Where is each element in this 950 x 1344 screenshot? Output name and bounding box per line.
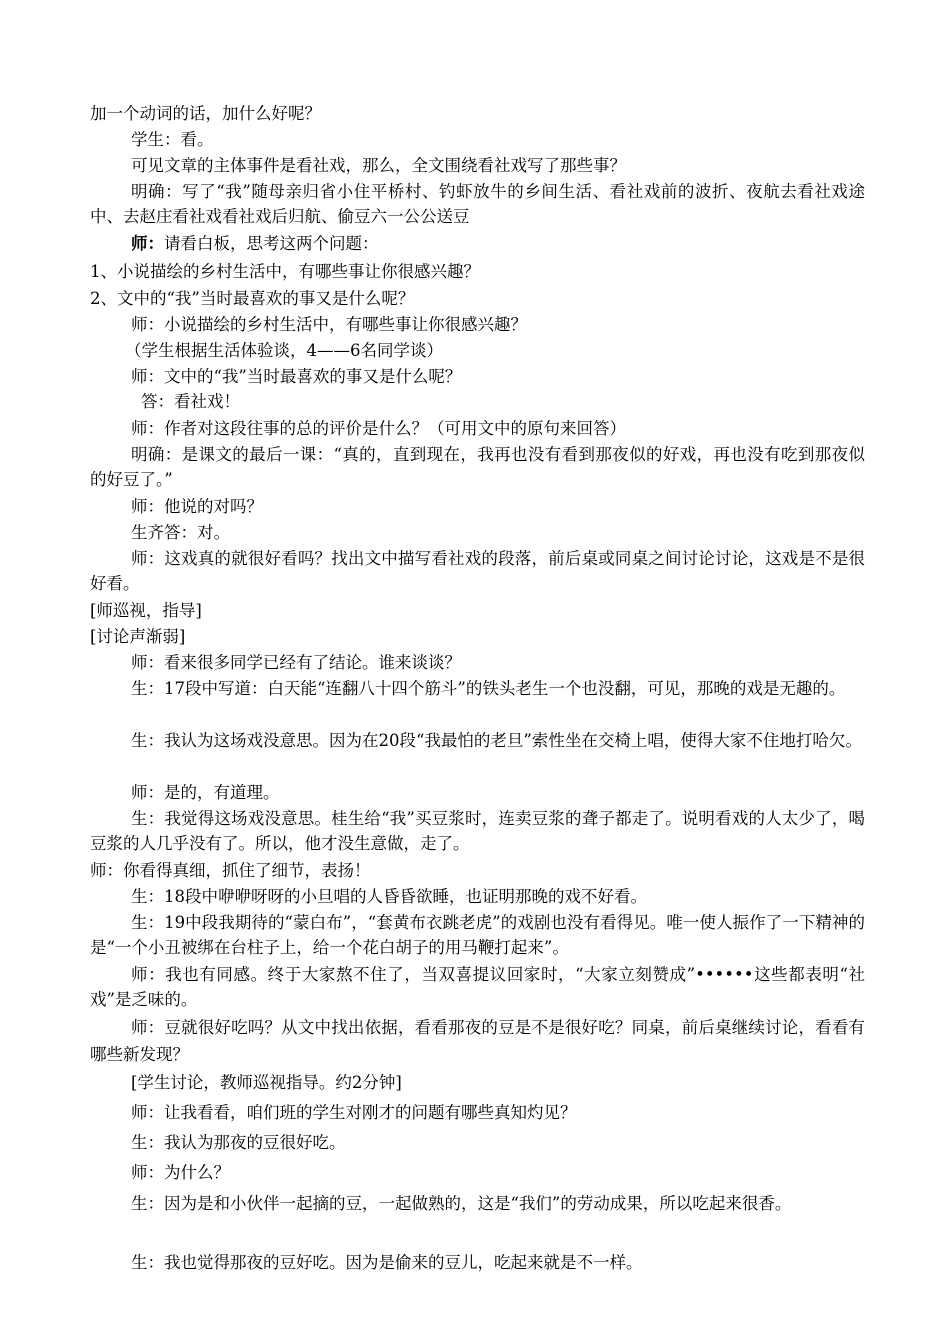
text-line: 师：文中的“我”当时最喜欢的事又是什么呢？ [131, 367, 462, 386]
text-line: 生：18段中咿咿呀呀的小旦唱的人昏昏欲睡，也证明那晚的戏不好看。 [131, 887, 647, 906]
text-line: 可见文章的主体事件是看社戏，那么，全文围绕看社戏写了那些事？ [131, 156, 626, 175]
text-paragraph: 师：豆就很好吃吗？从文中找出依据，看看那夜的豆是不是很好吃？同桌，前后桌继续讨论，看看有哪些新发现？ [90, 1018, 865, 1064]
text-line: 加一个动词的话，加什么好呢？ [90, 104, 321, 123]
text-paragraph: 生：我认为这场戏没意思。因为在20段“我最怕的老旦”索性坐在交椅上唱，使得大家不住地打哈欠。 [131, 731, 862, 750]
text-paragraph: 生：19中段我期待的“蒙白布”，“套黄布衣跳老虎”的戏剧也没有看得见。唯一使人振作了一下精神的是“一个小丑被绑在台柱子上，给一个花白胡子的用马鞭打起来”。 [90, 913, 865, 957]
text-line: （学生根据生活体验谈，4——6名同学谈） [125, 341, 443, 360]
text-paragraph: 生：因为是和小伙伴一起摘的豆，一起做熟的，这是“我们”的劳动成果，所以吃起来很香。 [131, 1194, 792, 1213]
text-line: 学生：看。 [131, 130, 214, 149]
text-paragraph: 生：我觉得这场戏没意思。桂生给“我”买豆浆时，连卖豆浆的聋子都走了。说明看戏的人太少了，喝豆浆的人几乎没有了。所以，他才没生意做，走了。 [90, 809, 865, 853]
text-line: 师：作者对这段往事的总的评价是什么？（可用文中的原句来回答） [131, 419, 626, 438]
text-line: 师：是的，有道理。 [131, 783, 280, 802]
text-paragraph: 师：这戏真的就很好看吗？找出文中描写看社戏的段落，前后桌或同桌之间讨论讨论，这戏是不是很好看。 [90, 549, 865, 593]
text-line: 生齐答：对。 [131, 523, 230, 542]
text-line: 答：看社戏！ [141, 392, 240, 411]
text-line: 生：我也觉得那夜的豆好吃。因为是偷来的豆儿，吃起来就是不一样。 [131, 1253, 643, 1272]
text-line: 师：看来很多同学已经有了结论。谁来谈谈？ [131, 653, 461, 672]
text-line: 师：你看得真细，抓住了细节，表扬！ [90, 861, 371, 880]
text-line: 师：让我看看，咱们班的学生对刚才的问题有哪些真知灼见？ [131, 1103, 577, 1122]
question-2: 2、文中的“我”当时最喜欢的事又是什么呢？ [90, 289, 415, 308]
text-paragraph: 明确：是课文的最后一课：“真的，直到现在，我再也没有看到那夜似的好戏，再也没有吃到那夜似的好豆了。” [90, 445, 865, 489]
text-paragraph: 师：我也有同感。终于大家熬不住了，当双喜提议回家时，“大家立刻赞成”••••••这些都表明“社戏”是乏味的。 [90, 965, 865, 1009]
text-paragraph: 明确：写了“我”随母亲归省小住平桥村、钓虾放牛的乡间生活、看社戏前的波折、夜航去看社戏途中、去赵庄看社戏看社戏后归航、偷豆六一公公送豆 [90, 182, 865, 226]
text-line: 师：小说描绘的乡村生活中，有哪些事让你很感兴趣？ [131, 315, 527, 334]
text-line [90, 231, 865, 256]
question-1: 1、小说描绘的乡村生活中，有哪些事让你很感兴趣？ [90, 262, 480, 281]
stage-direction: [学生讨论，教师巡视指导。约2分钟] [131, 1073, 402, 1092]
text-line: 师：为什么？ [131, 1163, 230, 1182]
stage-direction: [师巡视，指导] [90, 601, 202, 620]
speaker-label: 师： [131, 234, 164, 253]
stage-direction: [讨论声渐弱] [90, 627, 186, 646]
text-paragraph: 生：17段中写道：白天能“连翻八十四个筋斗”的铁头老生一个也没翻，可见，那晚的戏是无趣的。 [131, 679, 846, 698]
text-line: 生：我认为那夜的豆很好吃。 [131, 1133, 346, 1152]
text-line: 请看白板，思考这两个问题： [164, 234, 379, 253]
text-line: 师：他说的对吗？ [131, 497, 263, 516]
